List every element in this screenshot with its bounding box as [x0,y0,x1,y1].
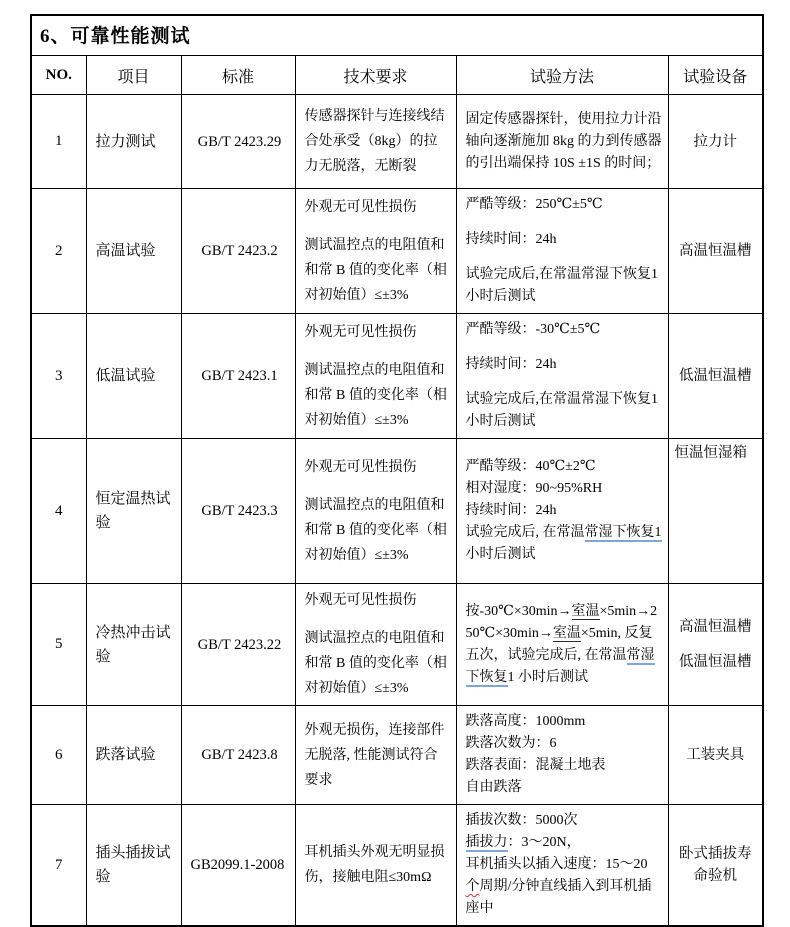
cell-text-line [96,239,175,263]
text-segment: 插拔次数：5000次 [465,813,578,828]
cell-method [456,95,668,189]
cell-text-line [189,240,291,262]
cell-text-line [673,616,759,638]
cell-method [456,706,668,805]
text-segment: 周期/分钟直线插入到耳机插座中 [465,879,652,916]
cell-text-line [305,455,450,480]
underlined-text: 常湿下恢复 [465,647,655,685]
text-segment: 高温恒温槽 [679,243,752,259]
section-title: 6、可靠性能测试 [31,15,763,56]
cell-text-line [466,389,663,433]
cell-equipment [668,584,763,706]
cell-item [86,189,181,314]
cell-text-line [466,354,663,376]
cell-requirement [295,314,456,439]
cell-standard [181,189,295,314]
cell-text-line [673,240,759,262]
cell-text-line [466,733,663,755]
cell-no: 1 [31,95,86,189]
cell-text-line [189,854,291,876]
text-segment: 试验完成后, 在常温 [465,525,585,540]
spellcheck-underline-text: 个 [465,879,480,894]
cell-text-line [305,320,450,345]
cell-item [86,95,181,189]
text-segment: 低温试验 [95,368,156,384]
cell-method [456,805,668,927]
column-header-standard: 标准 [181,56,295,95]
cell-method [456,439,668,584]
cell-text-line [673,744,759,766]
cell-requirement [295,189,456,314]
text-segment: 跌落次数为：6 [465,736,557,751]
text-segment: 严酷等级：-30℃±5℃ [465,322,601,337]
cell-requirement [295,439,456,584]
cell-text-line [673,843,759,887]
text-segment: 按-30℃×30min→ [465,603,572,619]
cell-text-line [96,364,175,388]
cell-text-line [466,854,663,920]
cell-text-line [305,840,450,890]
cell-text-line [466,810,663,832]
table-header-row [31,56,763,95]
text-segment: ×5min, 反复五次，试验完成后, 在常温 [465,625,653,663]
cell-item [86,706,181,805]
text-segment: 严酷等级：250℃±5℃ [465,197,603,212]
cell-text-line [466,500,663,522]
cell-no: 4 [31,439,86,584]
text-segment: 耳机插头外观无明显损伤，接触电阻≤30mΩ [304,845,445,885]
cell-standard [181,584,295,706]
text-segment: 恒定温热试验 [95,491,171,531]
cell-text-line [305,104,450,179]
table-row [31,314,763,439]
cell-item [86,439,181,584]
cell-text-line [189,500,291,522]
cell-text-line [466,522,663,566]
text-segment: 跌落表面：混凝土地表 [465,758,606,773]
text-segment: 外观无损伤，连接部件无脱落, 性能测试符合要求 [304,722,445,788]
text-segment: ×5min→250℃×30min→ [465,603,658,641]
cell-no: 2 [31,189,86,314]
cell-text-line [305,195,450,220]
cell-text-line [189,634,291,656]
text-segment: GB/T 2423.29 [197,133,282,150]
text-segment: GB2099.1-2008 [190,857,285,873]
column-header-no: NO. [31,56,86,95]
text-segment: 冷热冲击试验 [95,624,171,665]
text-segment: 跌落试验 [95,747,156,763]
cell-text-line [305,626,450,701]
cell-requirement [295,95,456,189]
table-row [31,805,763,927]
cell-item [86,805,181,927]
cell-text-line [305,493,450,568]
cell-equipment [668,95,763,189]
cell-text-line [673,651,759,673]
cell-item [86,584,181,706]
column-header-requirement: 技术要求 [295,56,456,95]
text-segment: 外观无可见性损伤 [304,199,417,215]
text-segment: 试验完成后,在常温常湿下恢复1小时后测试 [465,392,658,429]
underlined-text: 常湿下恢复1 [584,525,662,540]
cell-text-line [96,841,175,889]
text-segment: 试验完成后,在常温常湿下恢复1小时后测试 [465,267,658,304]
text-segment: 拉力测试 [95,133,156,150]
cell-text-line [466,777,663,799]
underlined-text: 室温 [571,603,600,619]
text-segment: GB/T 2423.1 [201,368,278,384]
underlined-text: 室温 [552,625,581,641]
cell-text-line [189,365,291,387]
cell-text-line [305,358,450,433]
text-segment: 高温恒温槽 [679,619,752,635]
cell-text-line [673,131,759,153]
text-segment: 工装夹具 [686,747,745,763]
cell-equipment [668,314,763,439]
reliability-test-table [30,14,764,927]
cell-equipment [668,189,763,314]
text-segment: 1 小时后测试 [507,669,588,685]
text-segment: 持续时间：24h [465,503,557,518]
table-row [31,584,763,706]
text-segment: 跌落高度：1000mm [465,714,586,729]
text-segment: 低温恒温槽 [679,368,752,384]
text-segment: 严酷等级：40℃±2℃ [465,459,596,474]
cell-no: 3 [31,314,86,439]
cell-text-line [466,194,663,216]
text-segment: 恒温恒湿箱 [674,445,747,461]
cell-text-line [96,743,175,767]
cell-equipment [668,439,763,584]
cell-text-line [466,109,663,175]
text-segment: 高温试验 [95,243,156,259]
cell-text-line [466,478,663,500]
column-header-method: 试验方法 [456,56,668,95]
table-row [31,439,763,584]
cell-text-line [305,588,450,613]
cell-standard [181,439,295,584]
document-page [30,14,764,927]
table-row [31,189,763,314]
text-segment: 插头插拔试验 [95,845,171,885]
cell-text-line [466,319,663,341]
cell-equipment [668,805,763,927]
section-title-row [31,15,763,56]
text-segment: 固定传感器探针，使用拉力计沿轴向逐渐施加 8kg 的力到传感器的引出端保持 10S ±1S 的时间； [465,111,662,171]
text-segment: 耳机插头以插入速度：15～20 [465,857,648,872]
cell-standard [181,805,295,927]
cell-equipment [668,706,763,805]
cell-requirement [295,805,456,927]
cell-no: 7 [31,805,86,927]
text-segment: GB/T 2423.22 [197,636,282,653]
text-segment: 小时后测试 [465,547,536,562]
cell-text-line [189,744,291,766]
cell-method [456,584,668,706]
cell-text-line [673,365,759,387]
text-segment: GB/T 2423.8 [201,747,278,763]
text-segment: 相对湿度：90~95%RH [465,481,603,496]
cell-no: 6 [31,706,86,805]
text-segment: GB/T 2423.2 [201,243,278,259]
text-segment: 自由跌落 [465,780,522,795]
text-segment: 测试温控点的电阻值和和常 B 值的变化率（相对初始值）≤±3% [304,362,447,428]
column-header-equipment: 试验设备 [668,56,763,95]
cell-text-line [466,264,663,308]
cell-requirement [295,706,456,805]
text-segment: 卧式插拔寿命验机 [679,846,752,884]
cell-text-line [466,755,663,777]
text-segment: 拉力计 [693,133,738,150]
cell-text-line [189,131,291,153]
text-segment: 外观无可见性损伤 [304,459,417,475]
text-segment: 测试温控点的电阻值和和常 B 值的变化率（相对初始值）≤±3% [304,237,447,303]
cell-text-line [305,718,450,793]
column-header-item: 项目 [86,56,181,95]
text-segment: 持续时间：24h [465,357,557,372]
text-segment: ：3～20N， [507,835,581,850]
cell-method [456,189,668,314]
cell-text-line [466,711,663,733]
cell-requirement [295,584,456,706]
cell-method [456,314,668,439]
text-segment: 持续时间：24h [465,232,557,247]
text-segment: GB/T 2423.3 [201,503,278,519]
cell-item [86,314,181,439]
cell-text-line [96,621,175,669]
text-segment: 测试温控点的电阻值和和常 B 值的变化率（相对初始值）≤±3% [304,631,447,696]
text-segment: 外观无可见性损伤 [304,324,417,340]
cell-text-line [305,233,450,308]
table-row [31,706,763,805]
cell-text-line [96,130,175,154]
text-segment: 测试温控点的电阻值和和常 B 值的变化率（相对初始值）≤±3% [304,497,447,563]
cell-no: 5 [31,584,86,706]
text-segment: 低温恒温槽 [679,654,752,670]
text-segment: 外观无可见性损伤 [304,593,417,608]
cell-standard [181,706,295,805]
cell-text-line [466,601,663,689]
cell-text-line [466,456,663,478]
cell-text-line [96,487,175,535]
cell-standard [181,314,295,439]
table-row [31,95,763,189]
underlined-text: 插拔力 [465,835,508,850]
cell-text-line [466,229,663,251]
cell-text-line [675,442,759,464]
cell-text-line [466,832,663,854]
text-segment: 传感器探针与连接线结合处承受（8kg）的拉力无脱落，无断裂 [304,109,445,174]
cell-standard [181,95,295,189]
